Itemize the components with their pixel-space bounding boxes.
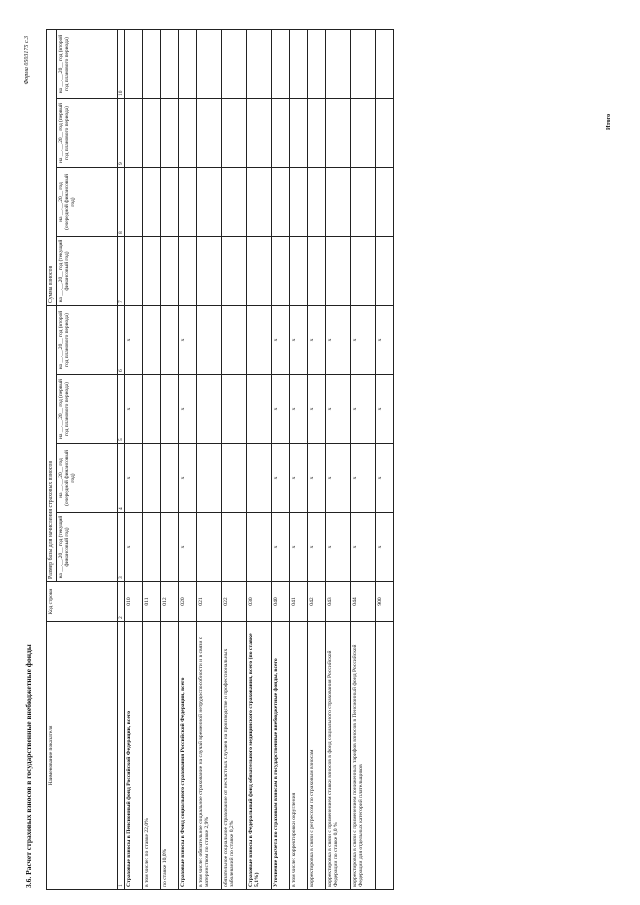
period-header-3: на __.__.20__ год (первый год планового периода)	[56, 375, 117, 444]
value-cell[interactable]: x	[289, 444, 307, 513]
value-cell[interactable]	[142, 375, 160, 444]
value-cell[interactable]	[142, 306, 160, 375]
column-number-1: 1	[117, 622, 124, 890]
row-code: 044	[350, 582, 375, 622]
table-row	[271, 30, 289, 890]
period-header-6: на __.__.20__ год (очередной финансовый год)	[56, 168, 117, 237]
value-cell[interactable]: x	[350, 306, 375, 375]
column-number-6: 6	[117, 306, 124, 375]
value-cell[interactable]	[196, 237, 221, 306]
value-cell[interactable]	[246, 513, 271, 582]
value-cell[interactable]	[246, 168, 271, 237]
value-cell[interactable]	[160, 237, 178, 306]
value-cell[interactable]	[124, 30, 142, 99]
row-name: по ставке 10,0%	[160, 622, 178, 890]
name-column-header: Наименование показателя	[47, 622, 118, 890]
value-cell[interactable]	[160, 513, 178, 582]
table-row	[124, 30, 142, 890]
row-name: корректировка в связи с регрессом по страховым взносам	[307, 622, 325, 890]
value-cell[interactable]	[221, 444, 246, 513]
value-cell[interactable]	[289, 99, 307, 168]
value-cell[interactable]: x	[178, 513, 196, 582]
base-group-header: Размер базы для начисления страховых взносов	[47, 306, 57, 582]
value-cell[interactable]	[246, 444, 271, 513]
row-name: Страховые взносы в Федеральный фонд обязательного медицинского страхования, всего (по ставке 5,1%)	[246, 622, 271, 890]
value-cell[interactable]	[325, 99, 350, 168]
value-cell[interactable]	[307, 168, 325, 237]
value-cell[interactable]	[160, 168, 178, 237]
column-number-10: 10	[117, 30, 124, 99]
table-row	[350, 30, 375, 890]
value-cell[interactable]: x	[350, 375, 375, 444]
table-row	[196, 30, 221, 890]
row-code: 012	[160, 582, 178, 622]
value-cell[interactable]: x	[271, 444, 289, 513]
row-name: Страховые взносы в Фонд социального страхования Российской Федерации, всего	[178, 622, 196, 890]
row-name: в том числе: по ставке 22,0%	[142, 622, 160, 890]
value-cell[interactable]	[178, 168, 196, 237]
period-header-4: на __.__.20__ год (второй год планового периода)	[56, 306, 117, 375]
row-code: 041	[289, 582, 307, 622]
column-number-8: 8	[117, 168, 124, 237]
section-title: 3.6. Расчет страховых взносов в государственные внебюджетные фонды	[24, 644, 33, 888]
value-cell[interactable]	[160, 375, 178, 444]
value-cell[interactable]	[124, 99, 142, 168]
table-row	[160, 30, 178, 890]
value-cell[interactable]	[142, 99, 160, 168]
row-name: корректировка в связи с применением ставки взносов в фонд социального страхования Российской Федерации по ставке 0,0 %	[325, 622, 350, 890]
value-cell[interactable]: x	[271, 375, 289, 444]
value-cell[interactable]	[178, 99, 196, 168]
row-code: 010	[124, 582, 142, 622]
column-number-9: 9	[117, 99, 124, 168]
value-cell[interactable]	[375, 30, 393, 99]
period-header-2: на __.__.20__ год (очередной финансовый год)	[56, 444, 117, 513]
value-cell[interactable]	[160, 444, 178, 513]
value-cell[interactable]: x	[350, 444, 375, 513]
value-cell[interactable]	[325, 237, 350, 306]
row-code: 021	[196, 582, 221, 622]
value-cell[interactable]	[196, 30, 221, 99]
value-cell[interactable]	[221, 30, 246, 99]
value-cell[interactable]	[221, 513, 246, 582]
contributions-table	[46, 29, 394, 890]
row-code: 011	[142, 582, 160, 622]
value-cell[interactable]	[160, 30, 178, 99]
value-cell[interactable]	[350, 30, 375, 99]
value-cell[interactable]: x	[350, 513, 375, 582]
value-cell[interactable]	[142, 444, 160, 513]
value-cell[interactable]	[375, 99, 393, 168]
table-row	[246, 30, 271, 890]
column-number-5: 5	[117, 375, 124, 444]
row-code: 900	[375, 582, 393, 622]
value-cell[interactable]: x	[178, 444, 196, 513]
value-cell[interactable]	[307, 30, 325, 99]
value-cell[interactable]	[375, 237, 393, 306]
value-cell[interactable]	[221, 375, 246, 444]
value-cell[interactable]	[142, 168, 160, 237]
value-cell[interactable]	[289, 237, 307, 306]
value-cell[interactable]: x	[375, 375, 393, 444]
value-cell[interactable]: x	[307, 444, 325, 513]
value-cell[interactable]	[142, 237, 160, 306]
value-cell[interactable]: x	[307, 306, 325, 375]
value-cell[interactable]: x	[289, 306, 307, 375]
table-row	[178, 30, 196, 890]
value-cell[interactable]	[246, 99, 271, 168]
period-header-8: на __.__.20__ год (второй год планового периода)	[56, 30, 117, 99]
value-cell[interactable]	[196, 99, 221, 168]
value-cell[interactable]	[142, 30, 160, 99]
value-cell[interactable]: x	[325, 513, 350, 582]
column-number-3: 3	[117, 513, 124, 582]
value-cell[interactable]	[350, 237, 375, 306]
value-cell[interactable]: x	[124, 513, 142, 582]
value-cell[interactable]	[196, 306, 221, 375]
value-cell[interactable]: x	[124, 375, 142, 444]
rotated-page	[20, 30, 620, 890]
value-cell[interactable]	[307, 237, 325, 306]
code-column-header: Код строки	[47, 582, 118, 622]
value-cell[interactable]	[142, 513, 160, 582]
value-cell[interactable]: x	[375, 306, 393, 375]
table-row	[289, 30, 307, 890]
value-cell[interactable]	[221, 237, 246, 306]
row-name	[375, 622, 393, 890]
table-row	[375, 30, 393, 890]
value-cell[interactable]: x	[271, 306, 289, 375]
column-number-4: 4	[117, 444, 124, 513]
value-cell[interactable]	[124, 237, 142, 306]
value-cell[interactable]: x	[325, 444, 350, 513]
table-row	[142, 30, 160, 890]
value-cell[interactable]: x	[124, 306, 142, 375]
value-cell[interactable]	[246, 375, 271, 444]
value-cell[interactable]	[221, 306, 246, 375]
value-cell[interactable]	[160, 306, 178, 375]
value-cell[interactable]	[271, 168, 289, 237]
form-code: Форма 0503175 с.3	[24, 36, 30, 85]
value-cell[interactable]	[221, 99, 246, 168]
total-label: Итого	[606, 113, 612, 130]
column-number-7: 7	[117, 237, 124, 306]
sum-group-header: Сумма взносов	[47, 30, 57, 306]
value-cell[interactable]	[196, 168, 221, 237]
value-cell[interactable]	[350, 168, 375, 237]
value-cell[interactable]	[289, 30, 307, 99]
value-cell[interactable]	[246, 306, 271, 375]
value-cell[interactable]	[196, 444, 221, 513]
period-header-7: на __.__.20__ год (первый год планового периода)	[56, 99, 117, 168]
value-cell[interactable]: x	[325, 375, 350, 444]
value-cell[interactable]	[221, 168, 246, 237]
value-cell[interactable]	[271, 99, 289, 168]
row-name: Страховые взносы в Пенсионный фонд Российской Федерации, всего	[124, 622, 142, 890]
table-row	[221, 30, 246, 890]
row-name: в том числе: обязательное социальное страхование на случай временной нетрудоспособности и в связи с материнством по ставке 2,9%	[196, 622, 221, 890]
period-header-5: на __.__.20__ год (текущий финансовый год)	[56, 237, 117, 306]
value-cell[interactable]	[196, 375, 221, 444]
value-cell[interactable]	[375, 168, 393, 237]
value-cell[interactable]: x	[289, 513, 307, 582]
row-code: 040	[271, 582, 289, 622]
value-cell[interactable]	[350, 99, 375, 168]
value-cell[interactable]	[307, 99, 325, 168]
value-cell[interactable]	[289, 168, 307, 237]
value-cell[interactable]: x	[178, 306, 196, 375]
value-cell[interactable]: x	[307, 375, 325, 444]
row-name: корректировка в связи с применением пониженных тарифов взносов в Пенсионный фонд Российской Федерации для отдельных категорий плательщиков	[350, 622, 375, 890]
value-cell[interactable]	[325, 168, 350, 237]
value-cell[interactable]: x	[325, 306, 350, 375]
value-cell[interactable]	[196, 513, 221, 582]
value-cell[interactable]	[325, 30, 350, 99]
value-cell[interactable]: x	[271, 513, 289, 582]
row-code: 030	[246, 582, 271, 622]
value-cell[interactable]: x	[375, 513, 393, 582]
value-cell[interactable]: x	[124, 444, 142, 513]
value-cell[interactable]: x	[289, 375, 307, 444]
value-cell[interactable]: x	[178, 375, 196, 444]
row-code: 020	[178, 582, 196, 622]
row-code: 042	[307, 582, 325, 622]
value-cell[interactable]: x	[307, 513, 325, 582]
row-code: 022	[221, 582, 246, 622]
column-number-2: 2	[117, 582, 124, 622]
row-code: 043	[325, 582, 350, 622]
value-cell[interactable]	[160, 99, 178, 168]
value-cell[interactable]	[271, 237, 289, 306]
row-name: обязательное социальное страхование от несчастных случаев на производстве и профессиональных заболеваний по ставке 0,2%	[221, 622, 246, 890]
value-cell[interactable]	[178, 30, 196, 99]
value-cell[interactable]	[124, 168, 142, 237]
value-cell[interactable]	[246, 30, 271, 99]
row-name: Уточнение расчета по страховым взносам в государственные внебюджетные фонды, всего	[271, 622, 289, 890]
value-cell[interactable]: x	[375, 444, 393, 513]
value-cell[interactable]	[246, 237, 271, 306]
value-cell[interactable]	[271, 30, 289, 99]
row-name: в том числе: корректировки округления	[289, 622, 307, 890]
value-cell[interactable]	[178, 237, 196, 306]
table-row	[307, 30, 325, 890]
period-header-1: на __.__.20__ год (текущий финансовый год)	[56, 513, 117, 582]
table-row	[325, 30, 350, 890]
